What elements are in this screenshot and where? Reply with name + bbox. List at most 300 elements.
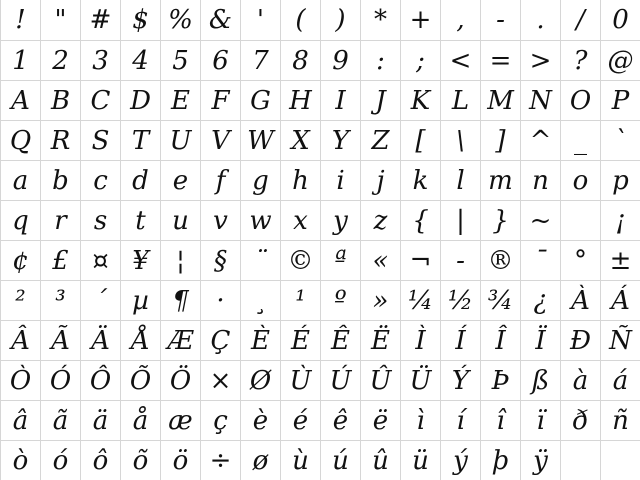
- glyph-cell[interactable]: [160, 360, 200, 400]
- glyph-cell[interactable]: [0, 120, 40, 160]
- glyph-char: °: [574, 245, 587, 276]
- glyph-cell[interactable]: [280, 80, 320, 120]
- glyph-char: ]: [495, 125, 506, 156]
- glyph-cell[interactable]: [40, 40, 80, 80]
- glyph-cell[interactable]: [560, 0, 600, 40]
- glyph-char: l: [456, 165, 465, 196]
- glyph-cell[interactable]: [480, 240, 520, 280]
- glyph-char: ü: [412, 445, 429, 476]
- glyph-cell[interactable]: [240, 440, 280, 480]
- glyph-cell[interactable]: [320, 200, 360, 240]
- glyph-cell[interactable]: [240, 360, 280, 400]
- glyph-char: é: [292, 405, 309, 436]
- glyph-cell[interactable]: [40, 120, 80, 160]
- glyph-cell[interactable]: [40, 160, 80, 200]
- glyph-cell[interactable]: [120, 240, 160, 280]
- glyph-char: ø: [252, 445, 269, 476]
- glyph-cell[interactable]: [360, 320, 400, 360]
- glyph-char: Ü: [409, 365, 432, 396]
- glyph-char: 1: [12, 45, 29, 76]
- glyph-char: È: [251, 325, 270, 356]
- glyph-cell[interactable]: [200, 440, 240, 480]
- glyph-char: !: [15, 5, 26, 35]
- glyph-cell[interactable]: [360, 120, 400, 160]
- glyph-cell[interactable]: [0, 0, 40, 40]
- glyph-char: I: [335, 85, 346, 116]
- glyph-char: {: [412, 205, 429, 236]
- glyph-cell[interactable]: [240, 0, 280, 40]
- glyph-cell[interactable]: [200, 360, 240, 400]
- glyph-char: è: [252, 405, 269, 436]
- glyph-char: Ñ: [609, 325, 632, 356]
- glyph-char: ±: [609, 245, 632, 276]
- glyph-cell[interactable]: [360, 0, 400, 40]
- glyph-cell[interactable]: [600, 320, 640, 360]
- glyph-cell[interactable]: [440, 360, 480, 400]
- glyph-char: g: [252, 165, 269, 196]
- glyph-char: D: [130, 85, 151, 116]
- glyph-cell[interactable]: [240, 400, 280, 440]
- glyph-cell[interactable]: [360, 440, 400, 480]
- glyph-cell[interactable]: [600, 360, 640, 400]
- glyph-cell[interactable]: [440, 40, 480, 80]
- glyph-cell[interactable]: [120, 440, 160, 480]
- glyph-char: i: [336, 165, 345, 196]
- glyph-char: ò: [12, 445, 29, 476]
- glyph-char: x: [293, 205, 308, 236]
- glyph-cell[interactable]: [560, 240, 600, 280]
- glyph-cell[interactable]: [440, 120, 480, 160]
- glyph-char: þ: [492, 445, 509, 476]
- glyph-cell[interactable]: [280, 360, 320, 400]
- glyph-char: 4: [132, 45, 149, 76]
- glyph-cell[interactable]: [160, 120, 200, 160]
- glyph-cell[interactable]: [560, 120, 600, 160]
- glyph-cell[interactable]: [280, 400, 320, 440]
- glyph-cell[interactable]: [360, 40, 400, 80]
- glyph-char: ': [256, 5, 265, 35]
- glyph-cell[interactable]: [80, 0, 120, 40]
- glyph-char: ì: [416, 405, 425, 436]
- glyph-char: -: [496, 5, 505, 35]
- glyph-cell[interactable]: [520, 200, 560, 240]
- glyph-cell[interactable]: [400, 440, 440, 480]
- glyph-cell[interactable]: [400, 280, 440, 320]
- glyph-cell[interactable]: [440, 320, 480, 360]
- glyph-cell[interactable]: [320, 120, 360, 160]
- glyph-cell[interactable]: [80, 320, 120, 360]
- glyph-cell[interactable]: [40, 240, 80, 280]
- glyph-char: P: [611, 85, 630, 116]
- glyph-char: >: [529, 45, 552, 76]
- glyph-char: ï: [536, 405, 545, 436]
- glyph-cell[interactable]: [80, 240, 120, 280]
- glyph-cell[interactable]: [40, 280, 80, 320]
- glyph-cell[interactable]: [520, 280, 560, 320]
- glyph-cell[interactable]: [400, 360, 440, 400]
- glyph-char: |: [456, 205, 465, 236]
- glyph-char: ý: [453, 445, 468, 476]
- glyph-cell[interactable]: [560, 320, 600, 360]
- glyph-cell[interactable]: [40, 200, 80, 240]
- glyph-char: Å: [131, 325, 150, 356]
- glyph-char: ã: [52, 405, 69, 436]
- glyph-char: å: [132, 405, 149, 436]
- glyph-char: à: [572, 365, 589, 396]
- glyph-char: ê: [332, 405, 349, 436]
- glyph-cell[interactable]: [480, 400, 520, 440]
- glyph-cell[interactable]: [520, 80, 560, 120]
- glyph-char: [: [415, 125, 426, 156]
- glyph-cell[interactable]: [440, 160, 480, 200]
- glyph-char: G: [250, 85, 271, 116]
- glyph-char: X: [291, 125, 310, 156]
- glyph-cell[interactable]: [240, 280, 280, 320]
- glyph-char: É: [291, 325, 310, 356]
- glyph-char: ¦: [176, 245, 185, 276]
- glyph-cell[interactable]: [120, 320, 160, 360]
- glyph-cell[interactable]: [360, 360, 400, 400]
- glyph-char: Q: [9, 125, 32, 156]
- glyph-char: ´: [94, 285, 107, 316]
- glyph-char: Ã: [51, 325, 70, 356]
- glyph-cell[interactable]: [600, 400, 640, 440]
- glyph-cell[interactable]: [40, 80, 80, 120]
- glyph-cell[interactable]: [200, 80, 240, 120]
- glyph-char: ¬: [409, 245, 432, 276]
- glyph-cell[interactable]: [480, 200, 520, 240]
- glyph-cell[interactable]: [560, 200, 600, 240]
- glyph-cell[interactable]: [160, 0, 200, 40]
- glyph-cell[interactable]: [480, 40, 520, 80]
- glyph-cell[interactable]: [160, 160, 200, 200]
- glyph-char: \: [456, 125, 465, 156]
- glyph-cell[interactable]: [0, 360, 40, 400]
- glyph-char: ÿ: [533, 445, 548, 476]
- glyph-char: O: [569, 85, 592, 116]
- glyph-cell[interactable]: [280, 0, 320, 40]
- glyph-cell[interactable]: [560, 360, 600, 400]
- glyph-char: q: [12, 205, 29, 236]
- glyph-cell[interactable]: [320, 280, 360, 320]
- glyph-cell[interactable]: [80, 120, 120, 160]
- glyph-cell[interactable]: [80, 400, 120, 440]
- glyph-char: n: [532, 165, 549, 196]
- glyph-cell[interactable]: [600, 0, 640, 40]
- glyph-cell[interactable]: [400, 40, 440, 80]
- glyph-cell[interactable]: [480, 360, 520, 400]
- glyph-char: .: [536, 5, 545, 35]
- glyph-char: Ú: [329, 365, 352, 396]
- glyph-cell[interactable]: [320, 320, 360, 360]
- glyph-char: Þ: [491, 365, 510, 396]
- glyph-cell[interactable]: [160, 40, 200, 80]
- glyph-cell[interactable]: [0, 200, 40, 240]
- glyph-cell[interactable]: [320, 360, 360, 400]
- glyph-cell[interactable]: [80, 160, 120, 200]
- glyph-cell[interactable]: [200, 40, 240, 80]
- glyph-cell[interactable]: [0, 320, 40, 360]
- glyph-cell[interactable]: [160, 320, 200, 360]
- glyph-char: <: [449, 45, 472, 76]
- glyph-cell[interactable]: [600, 160, 640, 200]
- glyph-char: M: [487, 85, 514, 116]
- glyph-cell[interactable]: [120, 160, 160, 200]
- glyph-cell[interactable]: [480, 320, 520, 360]
- glyph-char: K: [410, 85, 431, 116]
- glyph-cell[interactable]: [280, 40, 320, 80]
- glyph-char: #: [89, 5, 112, 35]
- glyph-cell[interactable]: [440, 400, 480, 440]
- glyph-char: e: [172, 165, 189, 196]
- glyph-char: À: [571, 285, 590, 316]
- glyph-cell[interactable]: [160, 200, 200, 240]
- glyph-cell[interactable]: [240, 120, 280, 160]
- glyph-cell[interactable]: [520, 320, 560, 360]
- glyph-cell[interactable]: [520, 160, 560, 200]
- glyph-char: Ó: [49, 365, 72, 396]
- glyph-cell[interactable]: [600, 200, 640, 240]
- glyph-char: _: [574, 125, 587, 156]
- glyph-cell[interactable]: [360, 280, 400, 320]
- glyph-cell[interactable]: [600, 240, 640, 280]
- glyph-cell[interactable]: [360, 160, 400, 200]
- glyph-char: }: [492, 205, 509, 236]
- glyph-cell[interactable]: [200, 400, 240, 440]
- glyph-cell[interactable]: [120, 120, 160, 160]
- glyph-cell[interactable]: [520, 120, 560, 160]
- glyph-cell[interactable]: [120, 400, 160, 440]
- glyph-cell[interactable]: [440, 280, 480, 320]
- glyph-cell[interactable]: [160, 240, 200, 280]
- glyph-cell[interactable]: [440, 80, 480, 120]
- glyph-cell[interactable]: [280, 240, 320, 280]
- glyph-cell[interactable]: [80, 440, 120, 480]
- glyph-cell[interactable]: [0, 440, 40, 480]
- glyph-cell[interactable]: [520, 0, 560, 40]
- glyph-cell[interactable]: [520, 360, 560, 400]
- glyph-cell[interactable]: [360, 200, 400, 240]
- glyph-char: j: [376, 165, 385, 196]
- glyph-cell[interactable]: [320, 80, 360, 120]
- glyph-char: ¤: [92, 245, 109, 276]
- glyph-char: f: [215, 165, 226, 196]
- glyph-char: í: [456, 405, 465, 436]
- glyph-char: Ò: [9, 365, 32, 396]
- glyph-cell[interactable]: [600, 120, 640, 160]
- glyph-char: 6: [212, 45, 229, 76]
- glyph-cell[interactable]: [560, 80, 600, 120]
- glyph-cell[interactable]: [240, 320, 280, 360]
- glyph-cell[interactable]: [320, 160, 360, 200]
- glyph-char: ¹: [295, 285, 306, 316]
- glyph-cell[interactable]: [0, 240, 40, 280]
- glyph-char: ½: [447, 285, 474, 316]
- glyph-char: Æ: [167, 325, 194, 356]
- glyph-char: ,: [456, 5, 465, 35]
- glyph-cell[interactable]: [240, 80, 280, 120]
- glyph-cell[interactable]: [80, 40, 120, 80]
- glyph-cell[interactable]: [600, 40, 640, 80]
- glyph-cell[interactable]: [400, 0, 440, 40]
- glyph-cell[interactable]: [240, 200, 280, 240]
- glyph-cell[interactable]: [440, 200, 480, 240]
- glyph-char: ú: [332, 445, 349, 476]
- glyph-cell[interactable]: [520, 440, 560, 480]
- glyph-char: ?: [573, 45, 588, 76]
- glyph-cell[interactable]: [480, 160, 520, 200]
- glyph-cell[interactable]: [200, 0, 240, 40]
- glyph-cell[interactable]: [240, 160, 280, 200]
- glyph-cell[interactable]: [80, 80, 120, 120]
- glyph-char: $: [132, 5, 149, 35]
- glyph-char: a: [12, 165, 29, 196]
- glyph-char: ù: [292, 445, 309, 476]
- glyph-cell[interactable]: [0, 280, 40, 320]
- glyph-cell[interactable]: [440, 240, 480, 280]
- glyph-char: 8: [292, 45, 309, 76]
- glyph-cell[interactable]: [360, 80, 400, 120]
- glyph-cell[interactable]: [80, 200, 120, 240]
- glyph-cell[interactable]: [400, 80, 440, 120]
- glyph-cell[interactable]: [280, 120, 320, 160]
- glyph-cell[interactable]: [360, 240, 400, 280]
- glyph-cell[interactable]: [600, 80, 640, 120]
- glyph-cell[interactable]: [320, 400, 360, 440]
- glyph-char: `: [614, 125, 627, 156]
- glyph-cell[interactable]: [560, 400, 600, 440]
- glyph-cell[interactable]: [160, 400, 200, 440]
- glyph-cell[interactable]: [0, 400, 40, 440]
- glyph-char: ®: [487, 245, 514, 276]
- glyph-char: ‐: [456, 245, 465, 276]
- glyph-char: Ì: [415, 325, 426, 356]
- glyph-char: æ: [168, 405, 193, 436]
- glyph-char: 0: [612, 5, 629, 35]
- glyph-cell[interactable]: [120, 200, 160, 240]
- glyph-char: N: [529, 85, 552, 116]
- glyph-char: ¸: [254, 285, 267, 316]
- glyph-cell[interactable]: [560, 160, 600, 200]
- glyph-char: Ä: [91, 325, 110, 356]
- glyph-cell[interactable]: [400, 400, 440, 440]
- glyph-cell[interactable]: [240, 240, 280, 280]
- glyph-char: 3: [92, 45, 109, 76]
- glyph-char: 2: [52, 45, 69, 76]
- glyph-char: ô: [92, 445, 109, 476]
- glyph-cell[interactable]: [600, 440, 640, 480]
- glyph-cell[interactable]: [240, 40, 280, 80]
- glyph-cell[interactable]: [320, 40, 360, 80]
- glyph-cell[interactable]: [0, 80, 40, 120]
- glyph-char: A: [11, 85, 30, 116]
- glyph-cell[interactable]: [320, 440, 360, 480]
- glyph-cell[interactable]: [0, 160, 40, 200]
- glyph-char: õ: [132, 445, 149, 476]
- glyph-cell[interactable]: [80, 280, 120, 320]
- glyph-cell[interactable]: [560, 440, 600, 480]
- glyph-cell[interactable]: [280, 280, 320, 320]
- glyph-cell[interactable]: [120, 40, 160, 80]
- glyph-cell[interactable]: [40, 440, 80, 480]
- glyph-cell[interactable]: [120, 360, 160, 400]
- glyph-char: B: [50, 85, 71, 116]
- glyph-cell[interactable]: [280, 160, 320, 200]
- glyph-cell[interactable]: [480, 0, 520, 40]
- glyph-cell[interactable]: [320, 0, 360, 40]
- glyph-cell[interactable]: [480, 280, 520, 320]
- glyph-cell[interactable]: [560, 40, 600, 80]
- glyph-cell[interactable]: [160, 280, 200, 320]
- glyph-cell[interactable]: [280, 200, 320, 240]
- glyph-cell[interactable]: [400, 240, 440, 280]
- glyph-cell[interactable]: [200, 240, 240, 280]
- glyph-cell[interactable]: [520, 240, 560, 280]
- glyph-char: Z: [371, 125, 390, 156]
- glyph-cell[interactable]: [400, 200, 440, 240]
- glyph-char: ©: [287, 245, 314, 276]
- glyph-cell[interactable]: [200, 200, 240, 240]
- glyph-char: o: [572, 165, 589, 196]
- glyph-cell[interactable]: [160, 80, 200, 120]
- glyph-char: Ù: [289, 365, 312, 396]
- glyph-cell[interactable]: [40, 0, 80, 40]
- glyph-char: =: [489, 45, 512, 76]
- glyph-cell[interactable]: [280, 440, 320, 480]
- glyph-cell[interactable]: [480, 120, 520, 160]
- glyph-char: Ð: [570, 325, 591, 356]
- glyph-char: u: [172, 205, 189, 236]
- glyph-cell[interactable]: [0, 40, 40, 80]
- glyph-char: £: [52, 245, 69, 276]
- glyph-char: Ç: [210, 325, 231, 356]
- glyph-cell[interactable]: [440, 440, 480, 480]
- glyph-cell[interactable]: [400, 320, 440, 360]
- glyph-cell[interactable]: [40, 320, 80, 360]
- glyph-char: y: [333, 205, 348, 236]
- glyph-cell[interactable]: [560, 280, 600, 320]
- glyph-cell[interactable]: [400, 120, 440, 160]
- glyph-cell[interactable]: [520, 40, 560, 80]
- glyph-cell[interactable]: [200, 280, 240, 320]
- glyph-cell[interactable]: [160, 440, 200, 480]
- glyph-char: ë: [372, 405, 389, 436]
- glyph-cell[interactable]: [40, 400, 80, 440]
- glyph-char: Í: [455, 325, 466, 356]
- glyph-cell[interactable]: [280, 320, 320, 360]
- glyph-cell[interactable]: [120, 80, 160, 120]
- glyph-cell[interactable]: [320, 240, 360, 280]
- glyph-cell[interactable]: [400, 160, 440, 200]
- glyph-cell[interactable]: [360, 400, 400, 440]
- glyph-cell[interactable]: [200, 160, 240, 200]
- glyph-char: Ô: [89, 365, 112, 396]
- glyph-char: 7: [252, 45, 269, 76]
- glyph-cell[interactable]: [40, 360, 80, 400]
- glyph-cell[interactable]: [440, 0, 480, 40]
- glyph-cell[interactable]: [200, 120, 240, 160]
- glyph-cell[interactable]: [200, 320, 240, 360]
- glyph-char: ¨: [254, 245, 267, 276]
- glyph-cell[interactable]: [480, 440, 520, 480]
- glyph-cell[interactable]: [480, 80, 520, 120]
- glyph-cell[interactable]: [120, 0, 160, 40]
- glyph-cell[interactable]: [80, 360, 120, 400]
- glyph-char: Ë: [371, 325, 390, 356]
- glyph-cell[interactable]: [520, 400, 560, 440]
- glyph-cell[interactable]: [600, 280, 640, 320]
- glyph-cell[interactable]: [120, 280, 160, 320]
